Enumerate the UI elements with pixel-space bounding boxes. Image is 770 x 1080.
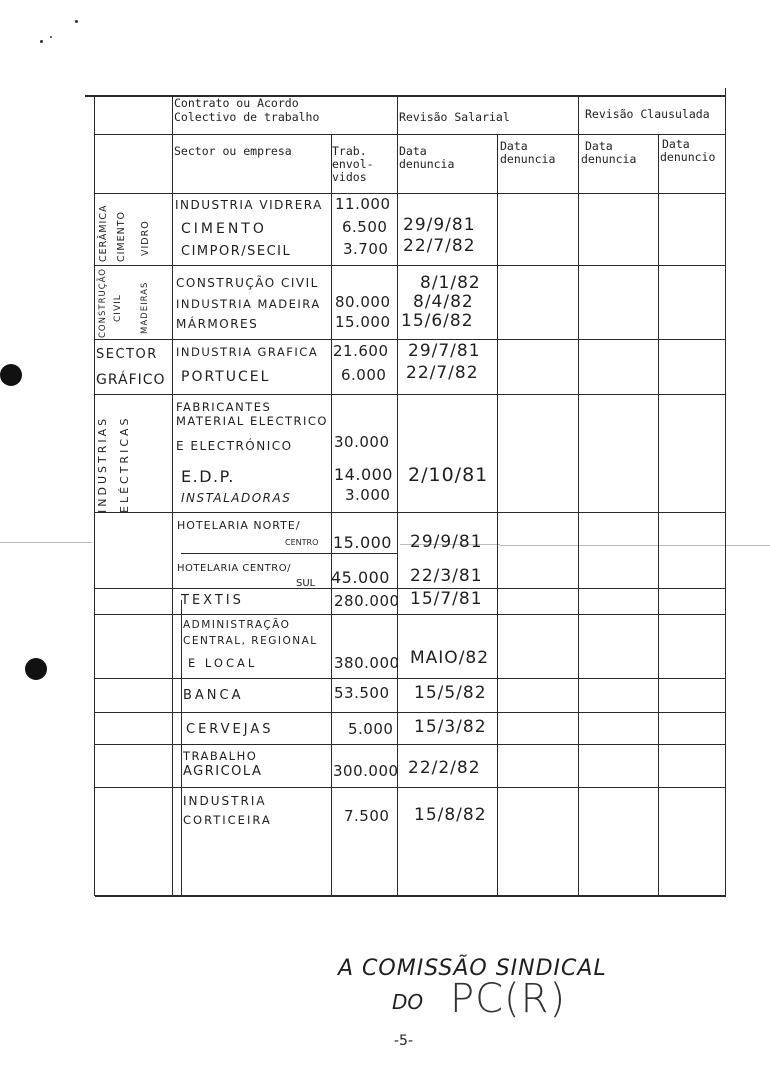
contrato-label: Contrato ou Acordo xyxy=(174,96,299,110)
date-cell: 22/7/82 xyxy=(403,236,476,256)
trab-header-2: envol- xyxy=(332,157,374,171)
trab-header-1: Trab. xyxy=(332,144,367,158)
trab-cell: 80.000 xyxy=(335,293,391,311)
trab-cell: 14.000 xyxy=(334,465,393,484)
trab-cell: 5.000 xyxy=(348,720,394,738)
data-header-col5-1: Data xyxy=(585,139,613,153)
ink-speck xyxy=(50,36,52,38)
group-construcao: CONSTRUÇÃO xyxy=(98,268,108,338)
sector-cell: CERVEJAS xyxy=(186,722,274,737)
trab-cell: 3.000 xyxy=(345,486,391,504)
punch-hole-bottom xyxy=(25,658,47,680)
sector-cell: INSTALADORAS xyxy=(181,491,292,505)
group-vidro: VIDRO xyxy=(140,220,151,256)
date-cell: 29/9/81 xyxy=(410,532,483,552)
revisao-salarial-label: Revisão Salarial xyxy=(399,110,510,124)
date-cell: 15/6/82 xyxy=(401,311,474,331)
signature-line1: A COMISSÃO SINDICAL xyxy=(338,956,607,981)
date-cell: 22/2/82 xyxy=(408,758,481,778)
sector-cell: CONSTRUÇÃO CIVIL xyxy=(176,276,319,290)
trab-cell: 300.000 xyxy=(333,762,399,780)
date-cell: 8/4/82 xyxy=(413,292,474,312)
sector-cell: CIMENTO xyxy=(181,221,267,237)
sector-cell-line1: FABRICANTES xyxy=(176,400,272,414)
sector-cell-line3: E LOCAL xyxy=(188,656,258,670)
sector-cell: INDUSTRIA VIDRERA xyxy=(175,198,323,212)
data-header-col6-2: denuncio xyxy=(660,150,716,164)
ink-speck xyxy=(40,40,43,43)
sector-cell-line1: TRABALHO xyxy=(183,749,258,763)
page-number: -5- xyxy=(394,1033,414,1049)
sector-cell: E.D.P. xyxy=(181,467,235,486)
sector-cell: BANCA xyxy=(183,688,244,703)
date-cell: 8/1/82 xyxy=(420,273,481,293)
sector-cell: INDUSTRIA GRAFICA xyxy=(176,345,319,359)
sector-cell-line3: E ELECTRÓNICO xyxy=(176,439,293,453)
date-cell: 15/5/82 xyxy=(414,683,487,703)
group-sector: SECTOR xyxy=(96,347,158,362)
trab-cell: 280.000 xyxy=(334,592,400,610)
data-header-col6-1: Data xyxy=(662,137,690,151)
sector-cell-line2: AGRICOLA xyxy=(183,764,263,779)
group-ceramica: CERÂMICA xyxy=(98,204,109,262)
date-cell: 29/9/81 xyxy=(403,215,476,235)
data-header-col4-1: Data xyxy=(500,139,528,153)
data-header-col3-1: Data xyxy=(399,144,427,158)
date-cell: 15/3/82 xyxy=(414,717,487,737)
date-cell: MAIO/82 xyxy=(410,648,490,668)
trab-cell: 6.000 xyxy=(341,366,387,384)
trab-cell: 15.000 xyxy=(333,533,392,552)
sector-cell-line1: ADMINISTRAÇÃO xyxy=(183,619,291,631)
sector-cell: PORTUCEL xyxy=(181,369,271,385)
trab-cell: 45.000 xyxy=(331,568,390,587)
date-cell: 22/7/82 xyxy=(406,363,479,383)
trab-cell: 21.600 xyxy=(333,342,389,360)
sector-cell-line1: HOTELARIA CENTRO/ xyxy=(177,563,291,574)
data-header-col3-2: denuncia xyxy=(399,157,455,171)
trab-cell: 30.000 xyxy=(334,433,390,451)
trab-cell: 15.000 xyxy=(335,313,391,331)
group-electricas: ELÉCTRICAS xyxy=(118,415,131,513)
trab-cell: 53.500 xyxy=(334,684,390,702)
fold-line-right xyxy=(500,545,770,546)
date-cell: 22/3/81 xyxy=(410,566,483,586)
data-header-col4-2: denuncia xyxy=(500,152,556,166)
sector-cell-line1: HOTELARIA NORTE/ xyxy=(177,519,301,532)
trab-cell: 3.700 xyxy=(343,240,389,258)
sector-cell-line2: SUL xyxy=(296,578,316,589)
sector-cell-line2: CENTRO xyxy=(285,538,319,547)
colectivo-label: Colectivo de trabalho xyxy=(174,110,320,124)
sector-cell: MÁRMORES xyxy=(176,317,259,331)
revisao-clausulada-label: Revisão Clausulada xyxy=(585,107,710,121)
date-cell: 29/7/81 xyxy=(408,341,481,361)
sector-cell: CIMPOR/SECIL xyxy=(181,244,292,259)
sector-cell-line1: INDUSTRIA xyxy=(183,794,267,808)
group-cimento: CIMENTO xyxy=(116,210,127,262)
data-header-col5-2: denuncia xyxy=(581,152,637,166)
date-cell: 2/10/81 xyxy=(408,464,489,486)
sector-cell: INDUSTRIA MADEIRA xyxy=(176,297,321,311)
group-madeiras: MADEIRAS xyxy=(140,281,150,334)
group-industrias: INDUSTRIAS xyxy=(96,415,109,513)
trab-header-3: vidos xyxy=(332,170,367,184)
group-civil: CIVIL xyxy=(113,294,123,322)
sector-header: Sector ou empresa xyxy=(174,144,292,158)
sector-cell-line2: CORTICEIRA xyxy=(183,813,272,827)
trab-cell: 6.500 xyxy=(342,218,388,236)
sector-cell-line2: MATERIAL ELECTRICO xyxy=(176,414,328,428)
signature-party: PC(R) xyxy=(450,976,567,1022)
signature-do: DO xyxy=(392,990,424,1014)
sector-cell: TEXTIS xyxy=(181,593,244,608)
date-cell: 15/7/81 xyxy=(410,589,483,609)
fold-line-left xyxy=(0,542,92,543)
ink-speck xyxy=(75,20,78,23)
sector-cell-line2: CENTRAL, REGIONAL xyxy=(183,635,318,647)
trab-cell: 380.000 xyxy=(334,654,400,672)
trab-cell: 7.500 xyxy=(344,807,390,825)
punch-hole-top xyxy=(0,364,22,386)
trab-cell: 11.000 xyxy=(335,195,391,213)
date-cell: 15/8/82 xyxy=(414,805,487,825)
group-grafico: GRÁFICO xyxy=(96,372,166,388)
